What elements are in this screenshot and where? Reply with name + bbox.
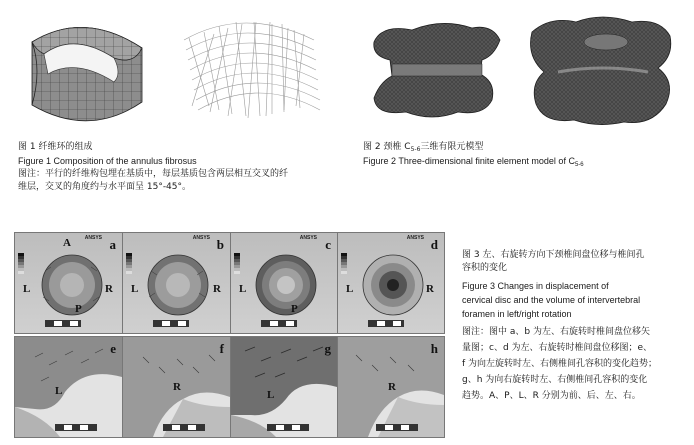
label-left: L — [239, 283, 247, 295]
figure1-image — [14, 10, 344, 135]
figure3-note-line4: g、h 为向右旋转时左、右侧椎间孔容积的变化 — [462, 375, 648, 385]
panel-label-g: g — [324, 341, 331, 356]
figure3-title-cn-line2: 容积的变化 — [462, 263, 508, 273]
figure3-note-line2: 量图；c、d 为左、右旋转时椎间盘位移图；e、 — [462, 343, 653, 353]
panel-label-f: f — [219, 341, 224, 356]
figure3-note-line1: 图注：图中 a、b 为左、右旋转时椎间盘位移矢 — [462, 327, 650, 337]
disc-displacement-plot-c — [251, 247, 321, 317]
disc-vector-plot-b — [143, 247, 213, 317]
figure2-title-cn: 图 2 颈椎 $C_{5-6}$三维有限元模型 — [363, 142, 484, 153]
scale-bar — [163, 424, 205, 431]
label-left: L — [267, 389, 275, 401]
label-posterior: P — [75, 303, 82, 315]
figure3-title-en-line2: cervical disc and the volume of intervertebral — [462, 295, 641, 305]
label-right: R — [105, 283, 113, 295]
label-left: L — [55, 385, 63, 397]
ansys-tag: ANSYS — [299, 235, 317, 241]
figure3-panel-c — [230, 232, 338, 334]
disc-vector-plot-a — [37, 247, 107, 317]
ansys-tag: ANSYS — [84, 235, 102, 241]
scale-bar — [55, 424, 97, 431]
scale-bar — [376, 424, 418, 431]
figure3-panel-a — [14, 232, 123, 334]
scale-bar — [368, 320, 404, 327]
figure3-title-en-line3: foramen in left/right rotation — [462, 309, 572, 319]
label-anterior: A — [63, 237, 71, 249]
label-posterior: P — [291, 303, 298, 315]
figure1-title-en: Figure 1 Composition of the annulus fibrosus — [18, 156, 197, 166]
figure3-title-en-line1: Figure 3 Changes in displacement of — [462, 281, 609, 291]
figure2-title-en: Figure 2 Three-dimensional finite element model of $C_{5-6}$ — [363, 156, 584, 168]
figure3-panel-h — [337, 336, 445, 438]
figure1-note-line1: 图注：平行的纤维构包埋在基质中，每层基质包含两层相互交叉的纤 — [18, 169, 289, 179]
label-right: R — [213, 283, 221, 295]
scale-bar — [153, 320, 189, 327]
contour-legend — [234, 253, 240, 274]
panel-label-d: d — [430, 237, 438, 252]
figure3-panel-b — [122, 232, 231, 334]
annulus-mesh-illustration — [14, 10, 344, 135]
figure3-title-cn-line1: 图 3 左、右旋转方向下颈椎间盘位移与椎间孔 — [462, 250, 645, 260]
figure3-image — [14, 232, 444, 438]
figure1-title-cn: 图 1 纤维环的组成 — [18, 142, 93, 152]
contour-legend — [341, 253, 347, 274]
panel-label-b: b — [216, 237, 224, 252]
label-left: L — [23, 283, 31, 295]
vertebra-fe-model — [362, 12, 684, 132]
label-right: R — [426, 283, 434, 295]
figure3-note-line3: f 为向左旋转时左、右侧椎间孔容积的变化趋势； — [462, 359, 658, 369]
figure3-panel-f — [122, 336, 231, 438]
panel-label-e: e — [110, 341, 116, 356]
panel-label-a: a — [109, 237, 116, 252]
foramen-volume-plot-e — [15, 337, 122, 437]
contour-legend — [18, 253, 24, 274]
panel-label-h: h — [430, 341, 438, 356]
panel-label-c: c — [325, 237, 331, 252]
label-left: L — [131, 283, 139, 295]
label-left: L — [346, 283, 354, 295]
ansys-tag: ANSYS — [406, 235, 424, 241]
figure3-note-line5: 趋势。A、P、L、R 分别为前、后、左、右。 — [462, 391, 641, 401]
figure3-panel-d — [337, 232, 445, 334]
label-right: R — [388, 381, 396, 393]
foramen-volume-plot-g — [231, 337, 337, 437]
scale-bar — [45, 320, 81, 327]
figure2-image — [362, 12, 684, 132]
figure3-panel-e — [14, 336, 123, 438]
figure1-note-line2: 维层，交叉的角度约与水平面呈 15°-45°。 — [18, 182, 192, 192]
contour-legend — [126, 253, 132, 274]
scale-bar — [267, 424, 309, 431]
scale-bar — [261, 320, 297, 327]
figure3-panel-g — [230, 336, 338, 438]
label-right: R — [173, 381, 181, 393]
disc-displacement-plot-d — [358, 247, 428, 317]
ansys-tag: ANSYS — [192, 235, 210, 241]
